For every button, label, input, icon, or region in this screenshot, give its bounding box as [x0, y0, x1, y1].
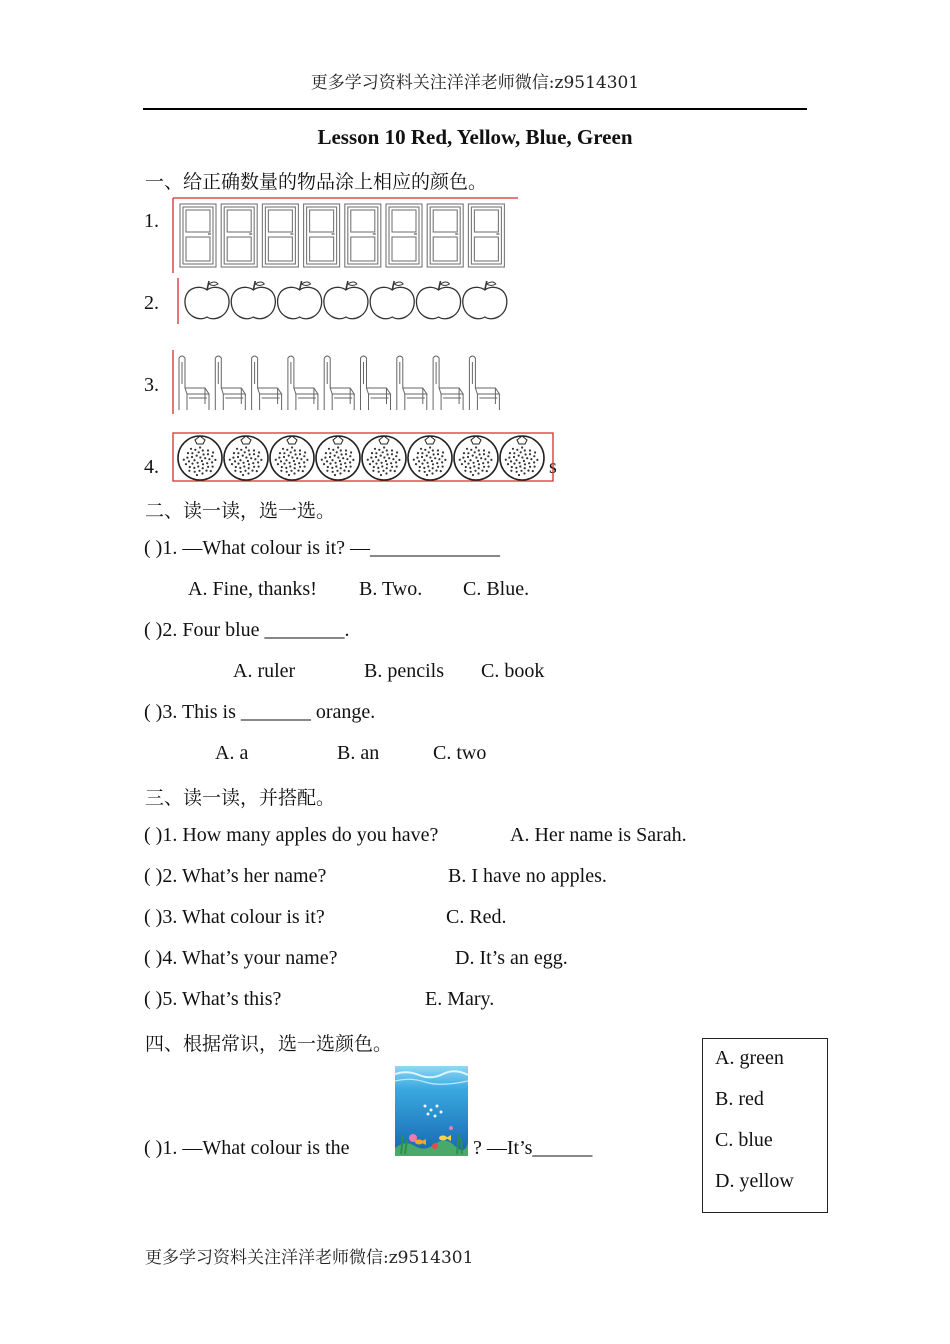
chair-row	[170, 348, 510, 418]
option: C. book	[481, 660, 545, 682]
color-option: C. blue	[715, 1129, 773, 1151]
option: A. a	[215, 742, 249, 764]
sea-icon	[395, 1066, 468, 1156]
chair-icon	[361, 356, 391, 410]
option: C. two	[433, 742, 487, 764]
color-options-box	[702, 1038, 828, 1213]
apple-icon	[231, 281, 275, 319]
chair-icon	[288, 356, 318, 410]
option: A. ruler	[233, 660, 296, 682]
door-icon	[262, 204, 298, 267]
orange-icon	[224, 436, 268, 480]
apple-icon	[278, 281, 322, 319]
orange-icon	[454, 436, 498, 480]
apple-icon	[416, 281, 460, 319]
chair-icon	[324, 356, 354, 410]
match-answer: B. I have no apples.	[448, 865, 607, 887]
part4-question-start: ( )1. —What colour is the	[144, 1137, 350, 1159]
match-question: ( )4. What’s your name?	[144, 947, 338, 969]
chair-icon	[433, 356, 463, 410]
orange-icon	[178, 436, 222, 480]
option: B. pencils	[364, 660, 444, 682]
option: A. Fine, thanks!	[188, 578, 317, 600]
header-divider	[143, 108, 807, 110]
part1-row-number: 4.	[144, 456, 159, 478]
orange-row	[170, 431, 556, 485]
option: B. Two.	[359, 578, 423, 600]
match-answer: A. Her name is Sarah.	[510, 824, 687, 846]
chair-icon	[215, 356, 245, 410]
red-frame	[173, 198, 518, 273]
apple-icon	[185, 281, 229, 319]
chair-icon	[179, 356, 209, 410]
chair-icon	[252, 356, 282, 410]
color-option: B. red	[715, 1088, 764, 1110]
match-question: ( )3. What colour is it?	[144, 906, 325, 928]
orange-icon	[270, 436, 314, 480]
color-option: D. yellow	[715, 1170, 794, 1192]
page-header: 更多学习资料关注洋洋老师微信:z9514301	[310, 73, 640, 93]
option: B. an	[337, 742, 380, 764]
page-footer: 更多学习资料关注洋洋老师微信:z9514301	[145, 1248, 474, 1268]
question-stem: ( )3. This is _______ orange.	[144, 701, 376, 723]
orange-icon	[316, 436, 360, 480]
part1-row-number: 3.	[144, 374, 159, 396]
match-question: ( )1. How many apples do you have?	[144, 824, 439, 846]
orange-icon	[500, 436, 544, 480]
part1-row-number: 1.	[144, 210, 159, 232]
apple-row	[175, 276, 515, 328]
question-stem: ( )1. —What colour is it? —_____________	[144, 537, 501, 559]
match-question: ( )2. What’s her name?	[144, 865, 327, 887]
part3-heading: 三、读一读，并搭配。	[145, 787, 336, 809]
chair-icon	[469, 356, 499, 410]
door-icon	[468, 204, 504, 267]
door-row	[170, 195, 522, 277]
match-answer: C. Red.	[446, 906, 507, 928]
apple-icon	[324, 281, 368, 319]
apple-icon	[370, 281, 414, 319]
door-icon	[345, 204, 381, 267]
match-answer: E. Mary.	[425, 988, 495, 1010]
part4-heading: 四、根据常识，选一选颜色。	[145, 1033, 393, 1055]
page-title: Lesson 10 Red, Yellow, Blue, Green	[317, 125, 633, 149]
door-icon	[427, 204, 463, 267]
question-stem: ( )2. Four blue ________.	[144, 619, 350, 641]
part1-row-number: 2.	[144, 292, 159, 314]
orange-icon	[362, 436, 406, 480]
option: C. Blue.	[463, 578, 530, 600]
chair-icon	[397, 356, 427, 410]
part1-row4-trailing: s	[549, 456, 557, 478]
part2-heading: 二、读一读，选一选。	[145, 500, 336, 522]
orange-icon	[408, 436, 452, 480]
door-icon	[386, 204, 422, 267]
match-answer: D. It’s an egg.	[455, 947, 568, 969]
door-icon	[180, 204, 216, 267]
apple-icon	[463, 281, 507, 319]
part1-heading: 一、给正确数量的物品涂上相应的颜色。	[145, 171, 488, 193]
door-icon	[304, 204, 340, 267]
color-option: A. green	[715, 1047, 784, 1069]
match-question: ( )5. What’s this?	[144, 988, 282, 1010]
door-icon	[221, 204, 257, 267]
part4-question-end: ? —It’s______	[473, 1137, 593, 1159]
